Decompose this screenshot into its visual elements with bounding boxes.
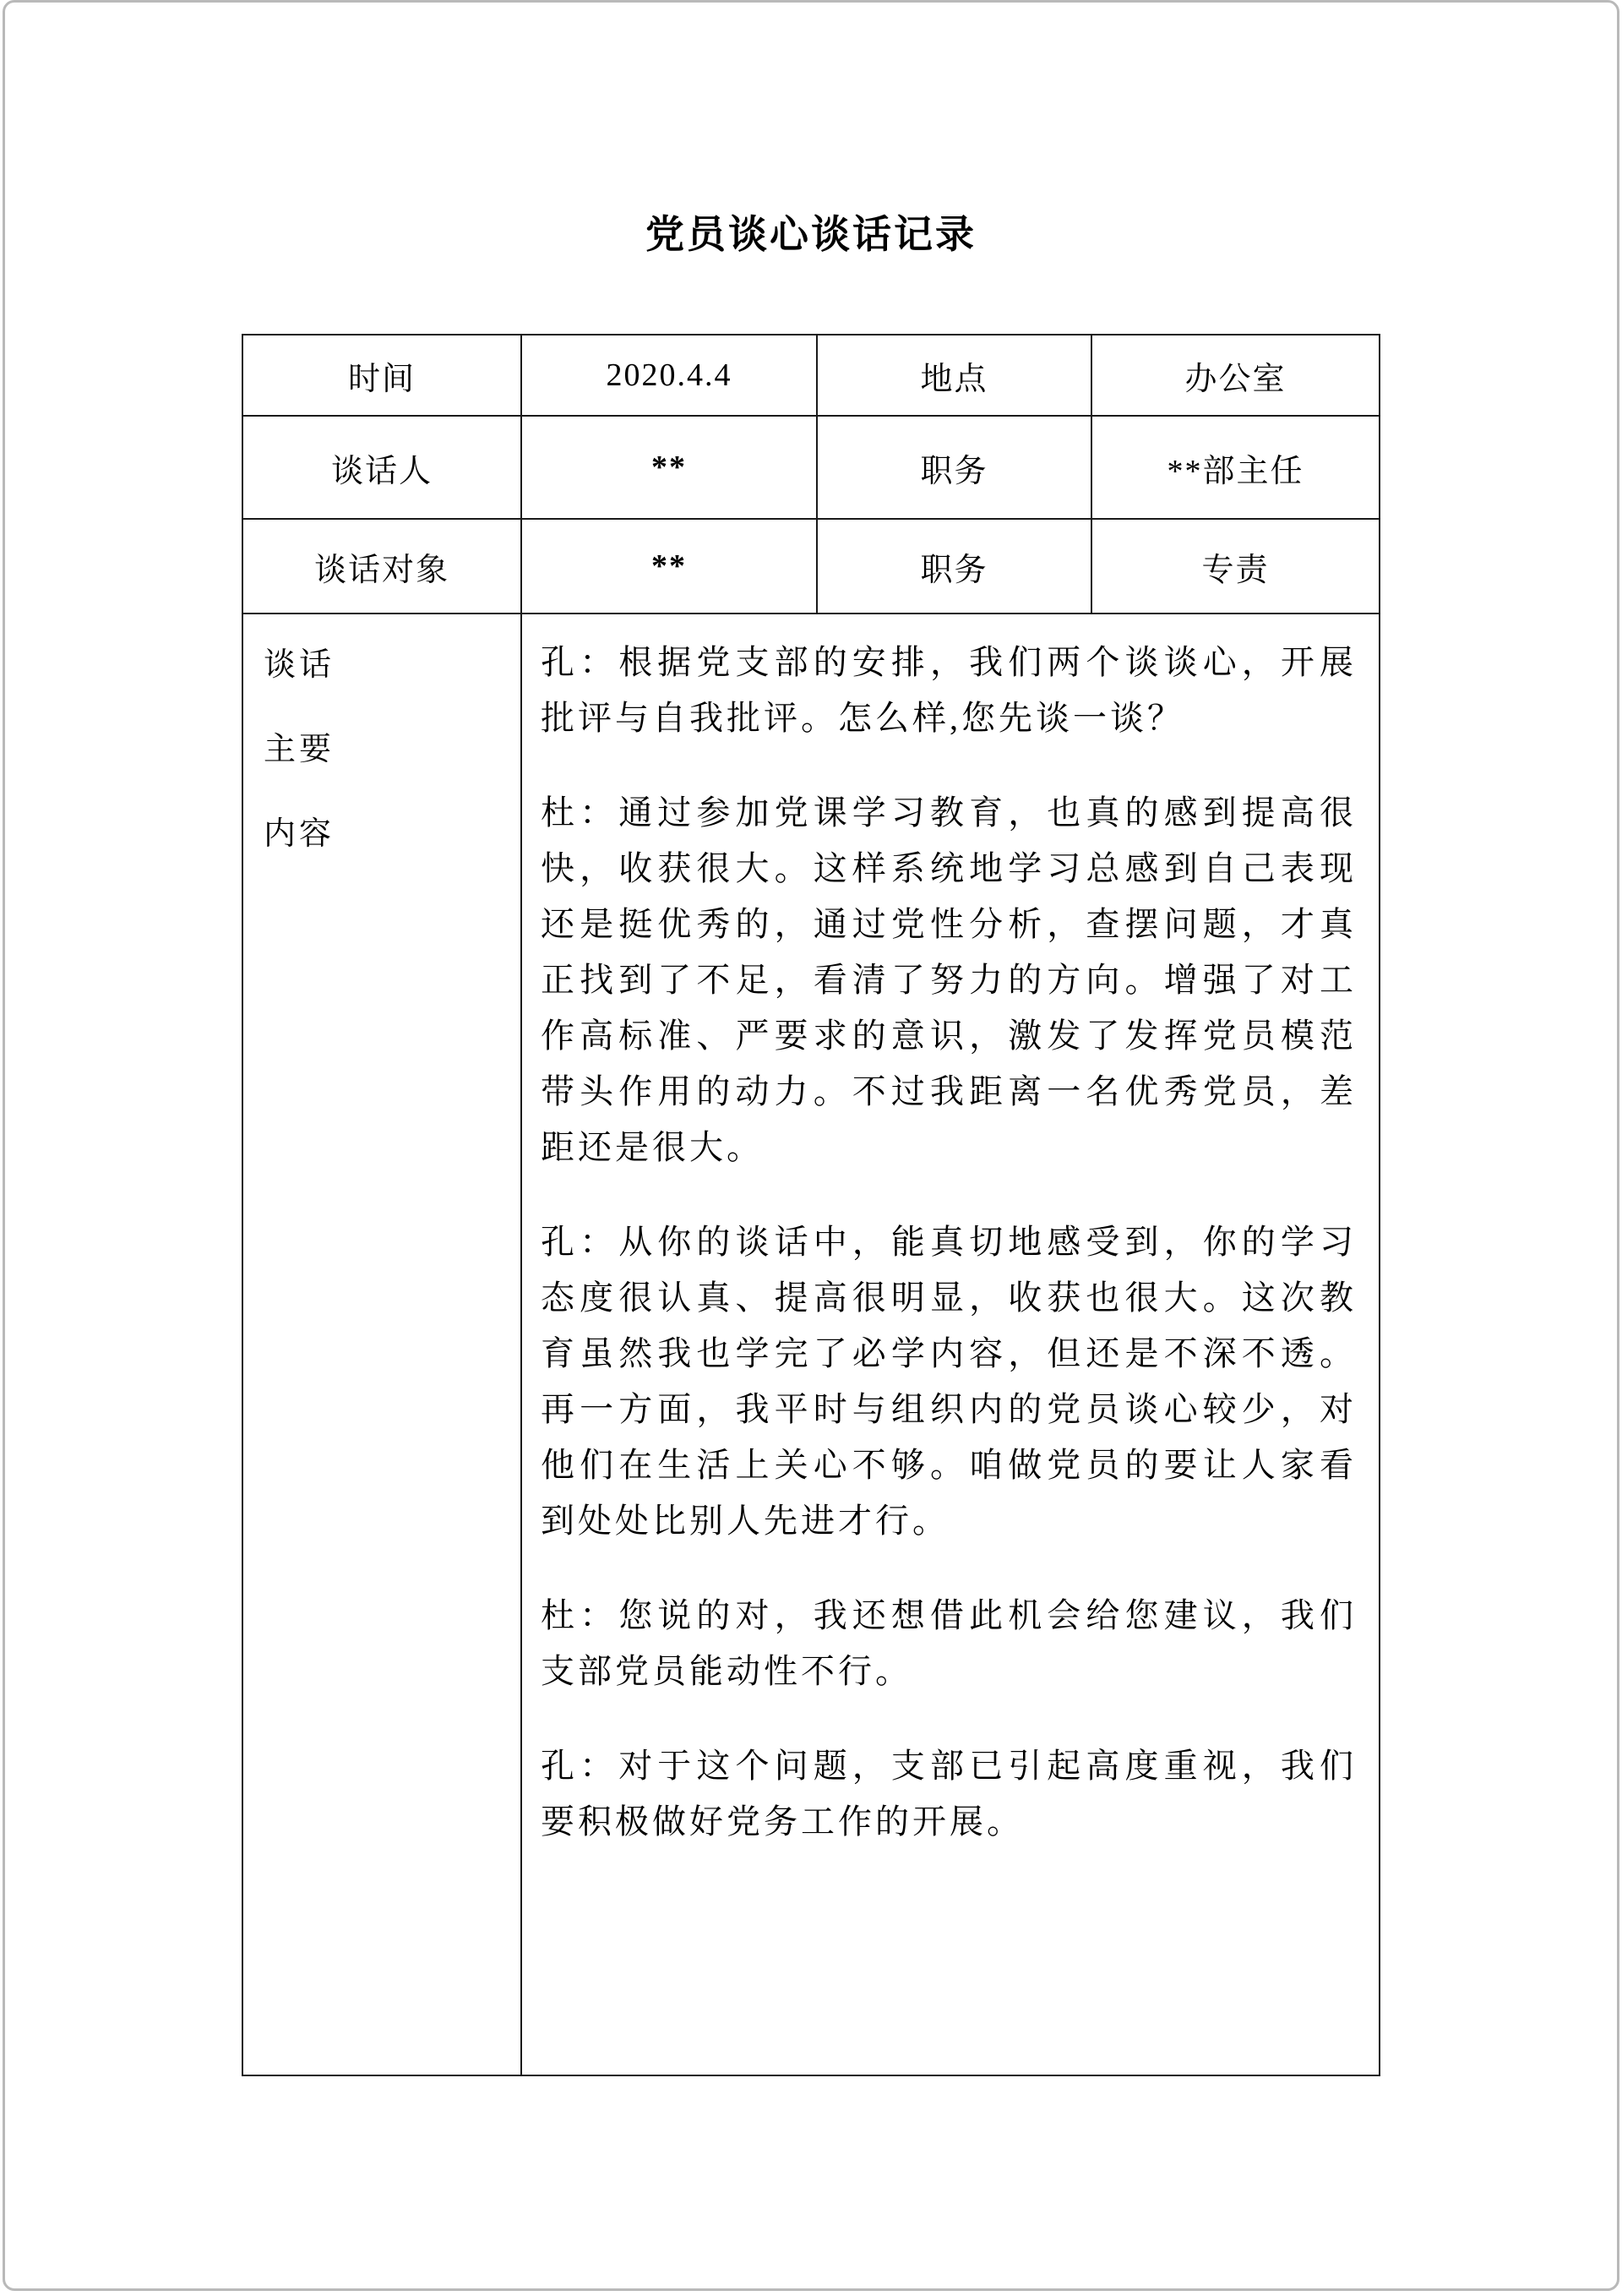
conversation-paragraph: 杜：通过参加党课学习教育，也真的感到提高很快，收获很大。这样系统地学习总感到自己表现还是挺优秀的，通过党性分析，查摆问题，才真正找到了不足，看清了努力的方向。增强了对工作高标准、严要求的意识，激发了发挥党员模范带头作用的动力。不过我距离一名优秀党员，差距还是很大。	[541, 794, 1357, 1166]
table-row-content	[242, 614, 1380, 2075]
table-row-time	[242, 335, 1380, 416]
content-label-line: 谈话	[264, 647, 335, 683]
location-value: 办公室	[1091, 335, 1380, 416]
interviewee-value: **	[521, 519, 817, 614]
record-table	[242, 334, 1380, 2076]
interviewer-label: 谈话人	[242, 416, 521, 519]
conversation-content	[521, 614, 1380, 2075]
document-title: 党员谈心谈话记录	[645, 212, 977, 256]
interviewee-position-value: 专责	[1091, 519, 1380, 614]
interviewer-position-label: 职务	[817, 416, 1091, 519]
conversation-paragraph: 孔：根据党支部的安排，我们两个谈谈心，开展批评与自我批评。怎么样,您先谈一谈？	[541, 643, 1357, 737]
location-label: 地点	[817, 335, 1091, 416]
conversation-paragraph: 孔：对于这个问题，支部已引起高度重视，我们要积极做好党务工作的开展。	[541, 1747, 1357, 1841]
interviewer-value: **	[521, 416, 817, 519]
content-section-label	[242, 614, 521, 2075]
content-label-line: 内容	[264, 816, 335, 852]
conversation-paragraph: 杜：您说的对，我还想借此机会给您建议，我们支部党员能动性不行。	[541, 1596, 1357, 1690]
time-value: 2020.4.4	[521, 335, 817, 416]
interviewer-position-value: **部主任	[1091, 416, 1380, 519]
time-label: 时间	[242, 335, 521, 416]
interviewee-position-label: 职务	[817, 519, 1091, 614]
interviewee-label: 谈话对象	[242, 519, 521, 614]
document-page	[3, 0, 1619, 2291]
conversation-paragraph: 孔：从你的谈话中，能真切地感受到，你的学习态度很认真、提高很明显，收获也很大。这次教育虽然我也学完了必学内容，但还是不深不透。再一方面，我平时与组织内的党员谈心较少，对他们在生活上关心不够。咱做党员的要让人家看到处处比别人先进才行。	[541, 1223, 1357, 1540]
table-row-interviewer	[242, 416, 1380, 519]
table-row-interviewee	[242, 519, 1380, 614]
content-label-line: 主要	[264, 732, 335, 767]
